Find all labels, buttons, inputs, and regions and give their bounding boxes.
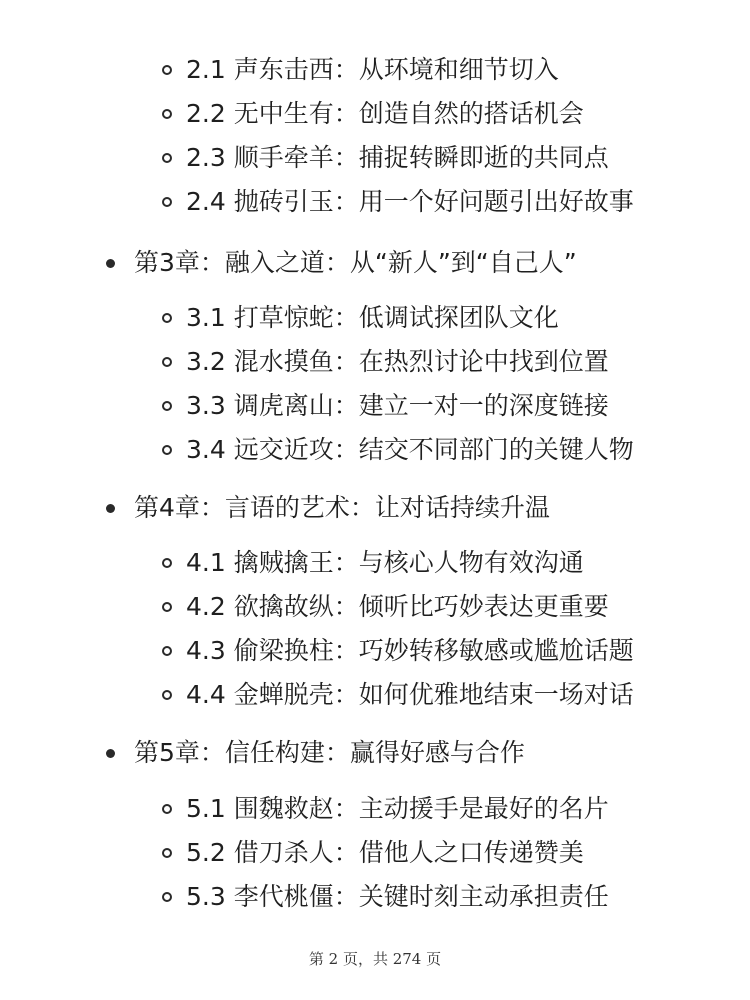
toc-section-text: 2.2 无中生有：创造自然的搭话机会 — [186, 99, 584, 128]
hollow-bullet-icon — [162, 445, 172, 455]
toc-chapter-text: 第4章：言语的艺术：让对话持续升温 — [134, 493, 550, 522]
toc-section-text: 2.4 抛砖引玉：用一个好问题引出好故事 — [186, 187, 634, 216]
toc-section-text: 2.1 声东击西：从环境和细节切入 — [186, 55, 559, 84]
filled-bullet-icon — [106, 504, 115, 513]
toc-section-text: 3.4 远交近攻：结交不同部门的关键人物 — [186, 435, 634, 464]
toc-section-item — [162, 430, 634, 470]
hollow-bullet-icon — [162, 558, 172, 568]
hollow-bullet-icon — [162, 646, 172, 656]
toc-section-item — [162, 182, 634, 222]
hollow-bullet-icon — [162, 153, 172, 163]
hollow-bullet-icon — [162, 109, 172, 119]
toc-section-text: 4.2 欲擒故纵：倾听比巧妙表达更重要 — [186, 592, 609, 621]
hollow-bullet-icon — [162, 357, 172, 367]
toc-section-item — [162, 631, 634, 671]
toc-chapter-item — [106, 733, 525, 773]
hollow-bullet-icon — [162, 65, 172, 75]
toc-section-text: 5.2 借刀杀人：借他人之口传递赞美 — [186, 838, 584, 867]
hollow-bullet-icon — [162, 197, 172, 207]
hollow-bullet-icon — [162, 804, 172, 814]
toc-section-text: 3.1 打草惊蛇：低调试探团队文化 — [186, 303, 559, 332]
hollow-bullet-icon — [162, 313, 172, 323]
toc-chapter-item — [106, 243, 577, 283]
hollow-bullet-icon — [162, 848, 172, 858]
toc-section-item — [162, 789, 609, 829]
hollow-bullet-icon — [162, 602, 172, 612]
toc-section-item — [162, 587, 609, 627]
hollow-bullet-icon — [162, 690, 172, 700]
toc-section-text: 3.3 调虎离山：建立一对一的深度链接 — [186, 391, 609, 420]
toc-section-item — [162, 94, 584, 134]
toc-section-text: 4.3 偷梁换柱：巧妙转移敏感或尴尬话题 — [186, 636, 634, 665]
toc-section-item — [162, 833, 584, 873]
filled-bullet-icon — [106, 259, 115, 268]
page-number-footer: 第 2 页，共 274 页 — [308, 950, 442, 968]
filled-bullet-icon — [106, 749, 115, 758]
toc-section-text: 5.1 围魏救赵：主动援手是最好的名片 — [186, 794, 609, 823]
toc-section-item — [162, 342, 609, 382]
toc-chapter-item — [106, 488, 550, 528]
toc-section-text: 4.1 擒贼擒王：与核心人物有效沟通 — [186, 548, 584, 577]
toc-section-item — [162, 138, 609, 178]
toc-chapter-text: 第5章：信任构建：赢得好感与合作 — [134, 738, 525, 767]
toc-section-item — [162, 298, 559, 338]
toc-section-text: 2.3 顺手牵羊：捕捉转瞬即逝的共同点 — [186, 143, 609, 172]
toc-section-text: 4.4 金蝉脱壳：如何优雅地结束一场对话 — [186, 680, 634, 709]
hollow-bullet-icon — [162, 892, 172, 902]
toc-section-item — [162, 543, 584, 583]
toc-section-item — [162, 386, 609, 426]
toc-section-text: 5.3 李代桃僵：关键时刻主动承担责任 — [186, 882, 609, 911]
toc-section-text: 3.2 混水摸鱼：在热烈讨论中找到位置 — [186, 347, 609, 376]
toc-section-item — [162, 50, 559, 90]
toc-section-item — [162, 877, 609, 917]
toc-chapter-text: 第3章：融入之道：从“新人”到“自己人” — [134, 248, 577, 277]
hollow-bullet-icon — [162, 401, 172, 411]
toc-section-item — [162, 675, 634, 715]
